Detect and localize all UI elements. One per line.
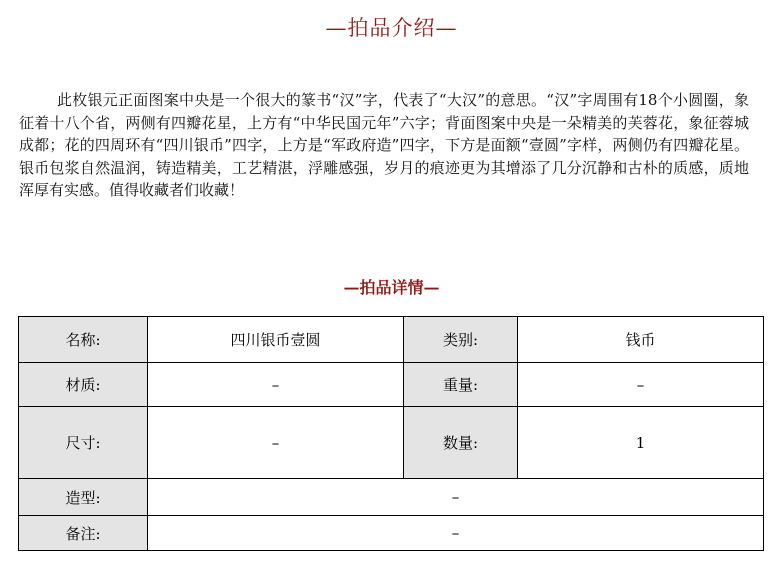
weight-value: – <box>518 363 764 407</box>
table-row <box>19 407 764 479</box>
material-value: – <box>148 363 404 407</box>
details-section-title: —拍品详情— <box>343 278 440 297</box>
page-title: —拍品介绍— <box>325 16 458 40</box>
shape-label: 造型: <box>19 479 148 516</box>
shape-value: – <box>148 479 764 516</box>
table-row <box>19 479 764 516</box>
name-label: 名称: <box>19 317 148 363</box>
table-row <box>19 516 764 551</box>
category-label: 类别: <box>404 317 518 363</box>
table-row <box>19 317 764 363</box>
material-label: 材质: <box>19 363 148 407</box>
quantity-label: 数量: <box>404 407 518 479</box>
size-label: 尺寸: <box>19 407 148 479</box>
note-value: – <box>148 516 764 551</box>
size-value: – <box>148 407 404 479</box>
note-label: 备注: <box>19 516 148 551</box>
category-value: 钱币 <box>518 317 764 363</box>
name-value: 四川银币壹圆 <box>148 317 404 363</box>
details-table <box>18 316 764 551</box>
item-introduction: 此枚银元正面图案中央是一个很大的篆书“汉”字，代表了“大汉”的意思。“汉”字周围有18个小圆圈，象征着十八个省，两侧有四瓣花星，上方有“中华民国元年”六字；背面图案中央是一朵精美的芙蓉花，象征蓉城成都；花的四周环有“四川银币”四字，上方是“军政府造”四字，下方是面额“壹圆”字样，两侧仍有四瓣花星。银币包浆自然温润，铸造精美，工艺精湛，浮雕感强，岁月的痕迹更为其增添了几分沉静和古朴的质感，质地浑厚有实感。值得收藏者们收藏！ <box>19 91 749 199</box>
quantity-value: 1 <box>518 407 764 479</box>
weight-label: 重量: <box>404 363 518 407</box>
table-row <box>19 363 764 407</box>
